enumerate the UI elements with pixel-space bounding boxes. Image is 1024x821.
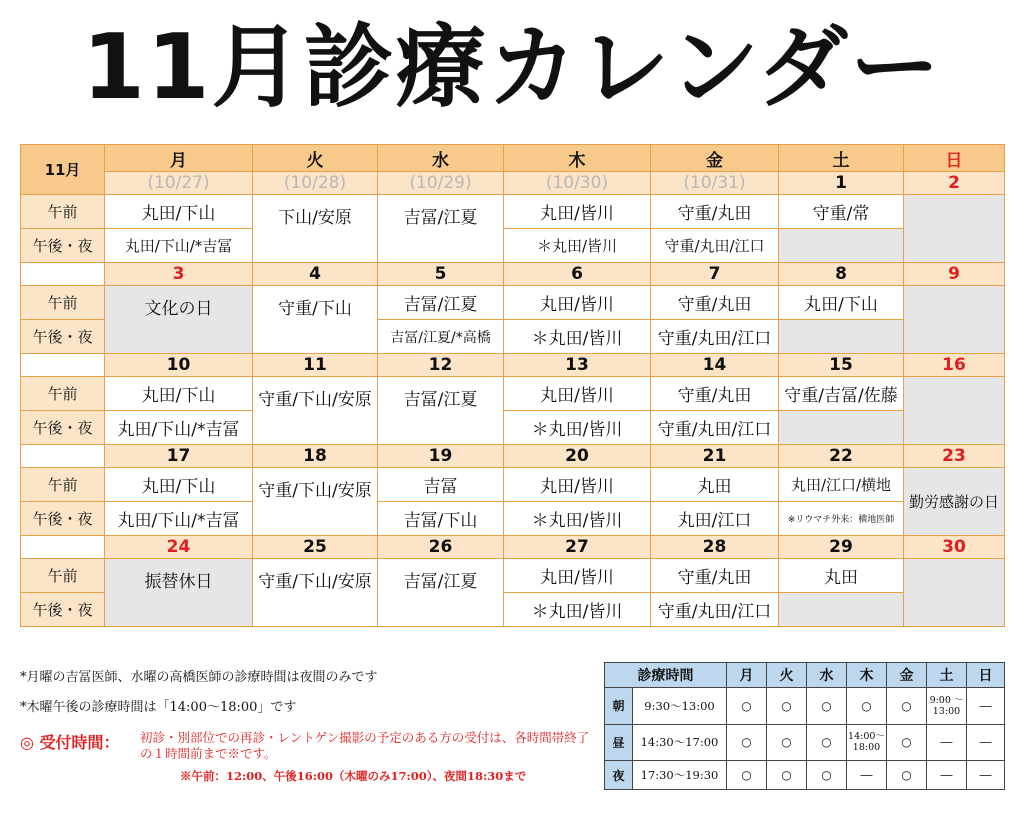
- hours-time-range: 14:30～17:00: [633, 724, 727, 761]
- date-row-spacer: [21, 536, 105, 559]
- hours-mark: ―: [967, 724, 1005, 761]
- date-cell: 4: [253, 263, 378, 286]
- closed-cell: [904, 286, 1005, 354]
- weekday-tue: 火: [253, 145, 378, 172]
- schedule-cell: 守重/下山/安原: [253, 377, 378, 445]
- schedule-cell: ＊丸田/皆川: [504, 411, 651, 445]
- date-cell: 17: [105, 445, 253, 468]
- calendar-table: [20, 144, 1005, 627]
- schedule-cell: 守重/下山: [253, 286, 378, 354]
- date-cell: 16: [904, 354, 1005, 377]
- schedule-cell: 丸田/皆川: [504, 286, 651, 320]
- date-cell: (10/31): [651, 172, 779, 195]
- schedule-cell: 守重/丸田: [651, 286, 779, 320]
- schedule-cell: 丸田/皆川: [504, 195, 651, 229]
- clinic-hours-table: [604, 662, 1005, 790]
- schedule-cell: 丸田/皆川: [504, 468, 651, 502]
- hours-time-range: 17:30～19:30: [633, 761, 727, 790]
- date-cell: 6: [504, 263, 651, 286]
- date-cell: 23: [904, 445, 1005, 468]
- hours-mark: 9:00 ～ 13:00: [927, 688, 967, 725]
- schedule-cell: ＊丸田/皆川: [504, 320, 651, 354]
- closed-cell: [904, 377, 1005, 445]
- schedule-cell: 丸田/下山: [105, 377, 253, 411]
- schedule-cell: 守重/丸田/江口: [651, 593, 779, 627]
- schedule-cell: 守重/丸田/江口: [651, 411, 779, 445]
- date-cell: 11: [253, 354, 378, 377]
- hours-mark: ○: [727, 724, 767, 761]
- hours-mark: 14:00～ 18:00: [847, 724, 887, 761]
- hours-row-afternoon: [605, 724, 1005, 761]
- schedule-cell: 丸田/皆川: [504, 377, 651, 411]
- hours-mark: ○: [807, 688, 847, 725]
- date-cell: 2: [904, 172, 1005, 195]
- weekday-sun: 日: [904, 145, 1005, 172]
- hours-mark: ○: [807, 724, 847, 761]
- rheumatology-note: ※リウマチ外来：横地医師: [779, 502, 904, 536]
- date-row-week5: [21, 536, 1005, 559]
- schedule-cell: ＊丸田/皆川: [504, 593, 651, 627]
- hours-mark: ○: [767, 724, 807, 761]
- hours-mark: ○: [887, 688, 927, 725]
- hours-row-morning: [605, 688, 1005, 725]
- hours-mark: ○: [767, 688, 807, 725]
- schedule-cell: 丸田/下山/*吉冨: [105, 502, 253, 536]
- date-row-spacer: [21, 354, 105, 377]
- am-row-week4: [21, 468, 1005, 502]
- hours-mark: ―: [847, 761, 887, 790]
- hours-time-range: 9:30～13:00: [633, 688, 727, 725]
- schedule-cell: ＊丸田/皆川: [504, 229, 651, 263]
- pm-row-week1: [21, 229, 1005, 263]
- am-row-week5: [21, 559, 1005, 593]
- date-cell: 19: [378, 445, 504, 468]
- holiday-cell: 文化の日: [105, 286, 253, 354]
- am-row-week2: [21, 286, 1005, 320]
- date-row-spacer: [21, 263, 105, 286]
- hours-mark: ○: [767, 761, 807, 790]
- date-cell: (10/27): [105, 172, 253, 195]
- schedule-cell: 丸田/下山: [779, 286, 904, 320]
- date-cell: 22: [779, 445, 904, 468]
- date-cell: 29: [779, 536, 904, 559]
- date-cell: 9: [904, 263, 1005, 286]
- date-cell: 14: [651, 354, 779, 377]
- hours-mark: ―: [967, 761, 1005, 790]
- schedule-cell: 守重/丸田: [651, 195, 779, 229]
- date-cell: 21: [651, 445, 779, 468]
- date-cell: 15: [779, 354, 904, 377]
- schedule-cell: 丸田: [779, 559, 904, 593]
- note-monday-wednesday: *月曜の吉冨医師、水曜の高橋医師の診療時間は夜間のみです: [20, 670, 378, 685]
- hours-day: 土: [927, 663, 967, 688]
- slot-label-pm: 午後・夜: [21, 229, 105, 263]
- date-row-week1: [21, 172, 1005, 195]
- schedule-cell: 丸田/下山: [105, 468, 253, 502]
- page-title: 11月診療カレンダー: [82, 15, 942, 120]
- schedule-cell: 守重/下山/安原: [253, 559, 378, 627]
- schedule-cell: 守重/丸田: [651, 559, 779, 593]
- slot-label-pm: 午後・夜: [21, 411, 105, 445]
- hours-mark: ○: [887, 761, 927, 790]
- date-cell: 26: [378, 536, 504, 559]
- schedule-cell: 丸田/下山: [105, 195, 253, 229]
- date-row-week4: [21, 445, 1005, 468]
- date-cell: (10/30): [504, 172, 651, 195]
- schedule-cell: 丸田/下山/*吉冨: [105, 411, 253, 445]
- hours-day: 水: [807, 663, 847, 688]
- date-cell: 25: [253, 536, 378, 559]
- hours-header: 診療時間: [605, 663, 727, 688]
- am-row-week1: [21, 195, 1005, 229]
- reception-label: ◎ 受付時間：: [20, 733, 120, 752]
- hours-row-evening: [605, 761, 1005, 790]
- date-row-spacer: [21, 445, 105, 468]
- slot-label-pm: 午後・夜: [21, 320, 105, 354]
- date-cell: 3: [105, 263, 253, 286]
- date-cell: 28: [651, 536, 779, 559]
- schedule-cell: 守重/丸田/江口: [651, 320, 779, 354]
- schedule-cell: 吉冨/江夏: [378, 286, 504, 320]
- hours-day: 木: [847, 663, 887, 688]
- reception-times: ※午前：12:00、午後16:00（木曜のみ17:00）、夜間18:30まで: [180, 769, 527, 783]
- schedule-cell: 守重/丸田: [651, 377, 779, 411]
- hours-mark: ○: [727, 688, 767, 725]
- schedule-cell: 吉冨/下山: [378, 502, 504, 536]
- closed-cell: [904, 195, 1005, 263]
- schedule-cell: 吉冨/江夏: [378, 559, 504, 627]
- date-cell: 18: [253, 445, 378, 468]
- date-cell: 12: [378, 354, 504, 377]
- hours-mark: ―: [927, 761, 967, 790]
- hours-period-label: 朝: [605, 688, 633, 725]
- holiday-cell: 振替休日: [105, 559, 253, 627]
- schedule-cell: 吉冨: [378, 468, 504, 502]
- closed-cell: [904, 559, 1005, 627]
- slot-label-am: 午前: [21, 286, 105, 320]
- weekday-fri: 金: [651, 145, 779, 172]
- schedule-cell: 吉冨/江夏: [378, 195, 504, 263]
- date-cell: 20: [504, 445, 651, 468]
- holiday-cell: 勤労感謝の日: [904, 468, 1005, 536]
- weekday-wed: 水: [378, 145, 504, 172]
- schedule-cell: 丸田: [651, 468, 779, 502]
- date-row-week2: [21, 263, 1005, 286]
- schedule-cell: 丸田/皆川: [504, 559, 651, 593]
- schedule-cell: 丸田/江口/横地: [779, 468, 904, 502]
- schedule-cell: 丸田/下山/*吉冨: [105, 229, 253, 263]
- date-cell: 24: [105, 536, 253, 559]
- weekday-mon: 月: [105, 145, 253, 172]
- note-thursday: *木曜午後の診療時間は「14:00～18:00」です: [20, 700, 297, 715]
- date-cell: 8: [779, 263, 904, 286]
- closed-cell: [779, 593, 904, 627]
- hours-mark: ―: [967, 688, 1005, 725]
- slot-label-am: 午前: [21, 559, 105, 593]
- date-cell: 27: [504, 536, 651, 559]
- pm-row-week4: [21, 502, 1005, 536]
- date-cell: 5: [378, 263, 504, 286]
- hours-mark: ―: [927, 724, 967, 761]
- slot-label-pm: 午後・夜: [21, 502, 105, 536]
- schedule-cell: 守重/常: [779, 195, 904, 229]
- hours-period-label: 夜: [605, 761, 633, 790]
- schedule-cell: 丸田/江口: [651, 502, 779, 536]
- schedule-cell: 守重/丸田/江口: [651, 229, 779, 263]
- date-cell: 7: [651, 263, 779, 286]
- closed-cell: [779, 229, 904, 263]
- hours-mark: ○: [887, 724, 927, 761]
- slot-label-am: 午前: [21, 377, 105, 411]
- hours-mark: ○: [807, 761, 847, 790]
- date-cell: 1: [779, 172, 904, 195]
- month-label: 11月: [21, 145, 105, 195]
- pm-row-week3: [21, 411, 1005, 445]
- closed-cell: [779, 411, 904, 445]
- slot-label-am: 午前: [21, 195, 105, 229]
- schedule-cell: 守重/下山/安原: [253, 468, 378, 536]
- date-cell: 30: [904, 536, 1005, 559]
- schedule-cell: 吉冨/江夏: [378, 377, 504, 445]
- am-row-week3: [21, 377, 1005, 411]
- weekday-thu: 木: [504, 145, 651, 172]
- hours-day: 火: [767, 663, 807, 688]
- schedule-cell: 下山/安原: [253, 195, 378, 263]
- schedule-cell: ＊丸田/皆川: [504, 502, 651, 536]
- schedule-cell: 守重/吉冨/佐藤: [779, 377, 904, 411]
- hours-day: 金: [887, 663, 927, 688]
- hours-mark: ○: [847, 688, 887, 725]
- schedule-cell: 吉冨/江夏/*高橋: [378, 320, 504, 354]
- reception-description: 初診・別部位での再診・レントゲン撮影の予定のある方の受付は、各時間帯終了の１時間前まで※です。: [140, 730, 590, 761]
- date-cell: 10: [105, 354, 253, 377]
- closed-cell: [779, 320, 904, 354]
- hours-header-row: [605, 663, 1005, 688]
- date-cell: 13: [504, 354, 651, 377]
- slot-label-am: 午前: [21, 468, 105, 502]
- hours-day: 日: [967, 663, 1005, 688]
- hours-mark: ○: [727, 761, 767, 790]
- slot-label-pm: 午後・夜: [21, 593, 105, 627]
- date-row-week3: [21, 354, 1005, 377]
- hours-day: 月: [727, 663, 767, 688]
- weekday-sat: 土: [779, 145, 904, 172]
- date-cell: (10/29): [378, 172, 504, 195]
- weekday-header-row: [21, 145, 1005, 172]
- date-cell: (10/28): [253, 172, 378, 195]
- hours-period-label: 昼: [605, 724, 633, 761]
